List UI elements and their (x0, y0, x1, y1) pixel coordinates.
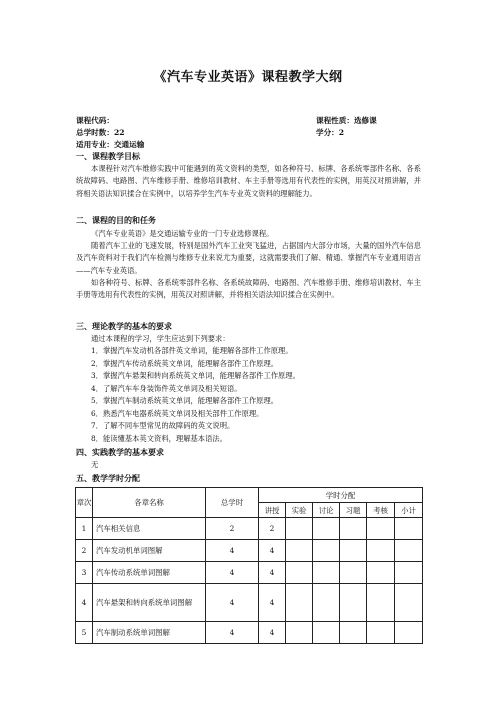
row-total-hours: 2 (206, 518, 259, 540)
header-hours-distribution: 学时分配 (259, 488, 423, 503)
row-cell (395, 584, 423, 622)
row-lecture-hours: 4 (259, 562, 286, 584)
header-chapter: 章次 (76, 488, 93, 518)
section-2-paragraph-2: 随着汽车工业的飞速发展，特别是国外汽车工业突飞猛进，占据国内大部分市场，大量的国外汽车信息及汽车资料对于我们汽车检测与维修专业来说尤为重要，这就需要我们了解、精通、掌握汽车专业通用语言——汽车专业英语。 (76, 241, 421, 275)
row-chapter-name: 汽车相关信息 (93, 518, 206, 540)
requirement-item: 2．掌握汽车传动系统英文单词，能理解各部件工作原理。 (91, 359, 279, 368)
row-cell (313, 562, 340, 584)
header-total-hours: 总学时 (206, 488, 259, 518)
table-row (76, 562, 423, 584)
row-lecture-hours: 2 (259, 518, 286, 540)
row-lecture-hours: 4 (259, 622, 286, 644)
row-cell (286, 562, 313, 584)
section-3-intro: 通过本课程的学习，学生应达到下列要求： (91, 334, 230, 343)
subheader-subtotal: 小计 (395, 503, 423, 518)
course-code-label: 课程代码： (76, 116, 114, 125)
row-cell (286, 584, 313, 622)
requirement-item: 4．了解汽车车身装饰件英文单词及相关短语。 (91, 384, 242, 393)
row-cell (313, 518, 340, 540)
table-header-row (76, 488, 423, 503)
row-cell (395, 518, 423, 540)
row-chapter-no: 3 (76, 562, 93, 584)
requirement-item: 7．了解不同车型常见的故障码的英文说明。 (91, 421, 235, 430)
total-hours: 总学时数：22 (76, 128, 125, 137)
row-cell (395, 562, 423, 584)
row-cell (313, 584, 340, 622)
section-2-paragraph-1: 《汽车专业英语》是交通运输专业的一门专业选修课程。 (91, 229, 274, 238)
row-cell (340, 540, 367, 562)
subheader-exercise: 习题 (340, 503, 367, 518)
row-cell (367, 518, 395, 540)
table-row (76, 584, 423, 622)
section-5-heading: 五、教学学时分配 (76, 473, 140, 483)
row-chapter-name: 汽车悬架和转向系统单词图解 (93, 584, 206, 622)
requirement-item: 3．掌握汽车悬架和转向系统英文单词，能理解各部件工作原理。 (91, 371, 300, 380)
subheader-lecture: 讲授 (259, 503, 286, 518)
row-cell (286, 540, 313, 562)
requirement-item: 1．掌握汽车发动机各部件英文单词，能理解各部件工作原理。 (91, 346, 293, 355)
row-cell (313, 540, 340, 562)
row-lecture-hours: 4 (259, 540, 286, 562)
row-cell (286, 622, 313, 644)
row-chapter-no: 4 (76, 584, 93, 622)
section-2-heading: 二、课程的目的和任务 (76, 215, 156, 225)
row-chapter-no: 5 (76, 622, 93, 644)
row-cell (340, 622, 367, 644)
row-total-hours: 4 (206, 584, 259, 622)
subheader-discussion: 讨论 (313, 503, 340, 518)
header-chapter-name: 各章名称 (93, 488, 206, 518)
row-total-hours: 4 (206, 562, 259, 584)
row-chapter-no: 2 (76, 540, 93, 562)
row-cell (367, 562, 395, 584)
section-4-heading: 四、实践教学的基本要求 (76, 447, 164, 457)
course-nature: 课程性质：选修课 (316, 116, 377, 125)
section-1-paragraph: 本课程针对汽车维修实践中可能遇到的英文资料的类型，如各种符号、标牌、各系统零部件名称、各系统故障码、电路图、汽车维修手册、维修培训教材、车主手册等选用有代表性的实例，用英汉对照讲解，并将相关语法知识揉合在实例中，以培养学生汽车专业英文资料的理解能力。 (76, 164, 421, 198)
row-cell (286, 518, 313, 540)
table-row (76, 540, 423, 562)
row-total-hours: 4 (206, 540, 259, 562)
row-chapter-name: 汽车制动系统单词图解 (93, 622, 206, 644)
section-2-paragraph-3: 如各种符号、标牌、各系统零部件名称、各系统故障码、电路图、汽车维修手册、维修培训教材、车主手册等选用有代表性的实例，用英汉对照讲解，并将相关语法知识揉合在实例中。 (76, 278, 421, 300)
section-1-heading: 一、课程教学目标 (76, 151, 140, 161)
section-4-paragraph: 无 (91, 460, 99, 469)
requirement-item: 5．掌握汽车制动系统英文单词，能理解各部件工作原理。 (91, 396, 279, 405)
subheader-assessment: 考核 (367, 503, 395, 518)
row-cell (340, 518, 367, 540)
section-3-heading: 三、理论教学的基本的要求 (76, 321, 172, 331)
row-cell (340, 562, 367, 584)
row-cell (367, 584, 395, 622)
hours-distribution-table (75, 487, 423, 644)
table-row (76, 518, 423, 540)
document-title: 《汽车专业英语》课程教学大纲 (153, 70, 343, 85)
row-chapter-name: 汽车发动机单词图解 (93, 540, 206, 562)
requirement-item: 6．熟悉汽车电器系统英文单词及相关部件工作原理。 (91, 409, 264, 418)
credits: 学分：2 (316, 128, 345, 137)
row-lecture-hours: 4 (259, 584, 286, 622)
row-cell (395, 540, 423, 562)
row-total-hours: 4 (206, 622, 259, 644)
row-cell (340, 584, 367, 622)
applicable-major: 适用专业：交通运输 (76, 140, 145, 149)
requirement-item: 8．能读懂基本英文资料，理解基本语法。 (91, 434, 227, 443)
row-cell (313, 622, 340, 644)
row-cell (395, 622, 423, 644)
subheader-experiment: 实验 (286, 503, 313, 518)
table-row (76, 622, 423, 644)
row-chapter-no: 1 (76, 518, 93, 540)
row-chapter-name: 汽车传动系统单词图解 (93, 562, 206, 584)
row-cell (367, 622, 395, 644)
row-cell (367, 540, 395, 562)
